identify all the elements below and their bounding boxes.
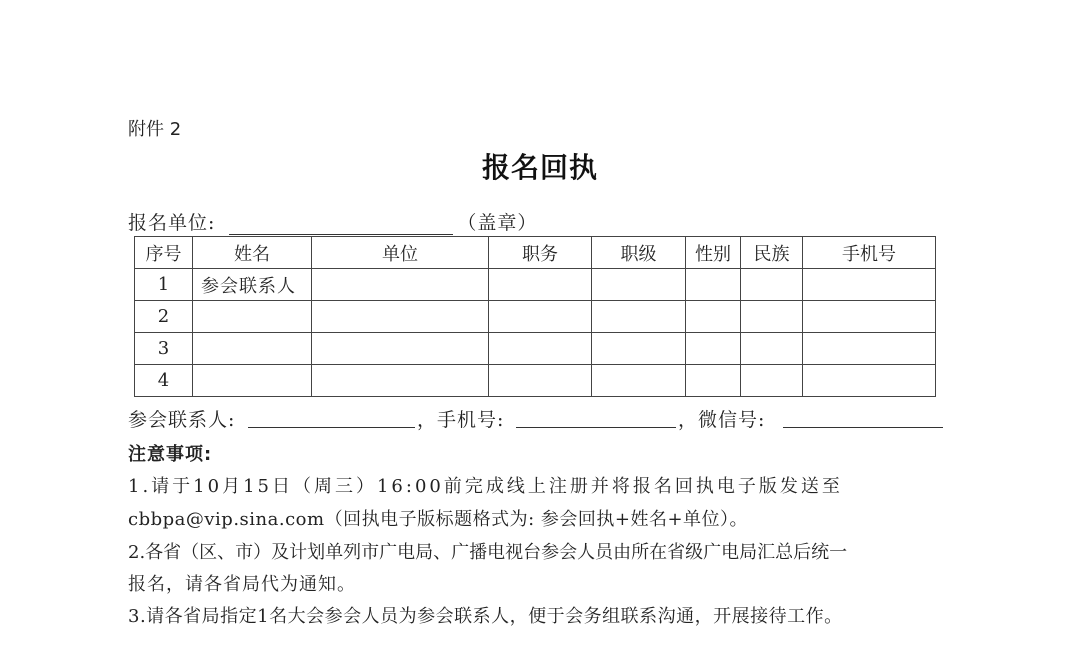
ethnicity-cell[interactable] [741, 301, 803, 333]
unit-cell[interactable] [312, 365, 489, 397]
name-cell[interactable] [193, 333, 312, 365]
table-header-row [135, 237, 936, 269]
header-rank: 职级 [592, 237, 686, 269]
phone-cell[interactable] [803, 365, 936, 397]
row-index: 3 [135, 333, 193, 365]
name-cell[interactable] [193, 365, 312, 397]
rank-cell[interactable] [592, 269, 686, 301]
table-row [135, 333, 936, 365]
row-index: 4 [135, 365, 193, 397]
gender-cell[interactable] [686, 333, 741, 365]
unit-cell[interactable] [312, 333, 489, 365]
header-gender: 性别 [686, 237, 741, 269]
header-name: 姓名 [193, 237, 312, 269]
header-unit: 单位 [312, 237, 489, 269]
contact-line [128, 405, 948, 431]
ethnicity-cell[interactable] [741, 333, 803, 365]
note-1-line-2: cbbpa@vip.sina.com（回执电子版标题格式为: 参会回执+姓名+单位）。 [128, 509, 749, 530]
name-cell[interactable]: 参会联系人 [193, 269, 312, 301]
gender-cell[interactable] [686, 301, 741, 333]
attachment-label: 附件 2 [128, 119, 182, 140]
contact-wechat-field[interactable] [783, 405, 943, 428]
seal-note: （盖章） [457, 212, 538, 234]
name-cell[interactable] [193, 301, 312, 333]
table-row [135, 301, 936, 333]
unit-field[interactable] [229, 212, 453, 235]
rank-cell[interactable] [592, 365, 686, 397]
ethnicity-cell[interactable] [741, 365, 803, 397]
table-row [135, 365, 936, 397]
phone-cell[interactable] [803, 333, 936, 365]
unit-line [128, 209, 537, 235]
row-index: 2 [135, 301, 193, 333]
note-2-line-2: 报名，请各省局代为通知。 [128, 574, 356, 595]
gender-cell[interactable] [686, 269, 741, 301]
contact-phone-field[interactable] [516, 405, 676, 428]
header-ethnicity: 民族 [741, 237, 803, 269]
position-cell[interactable] [489, 333, 592, 365]
position-cell[interactable] [489, 269, 592, 301]
phone-label: ，手机号: [417, 409, 505, 431]
table-row [135, 269, 936, 301]
note-1-line-1: 1.请于10月15日（周三）16:00前完成线上注册并将报名回执电子版发送至 [128, 476, 843, 497]
ethnicity-cell[interactable] [741, 269, 803, 301]
wechat-label: ，微信号: [678, 409, 766, 431]
contact-label: 参会联系人: [128, 409, 236, 431]
position-cell[interactable] [489, 301, 592, 333]
position-cell[interactable] [489, 365, 592, 397]
unit-cell[interactable] [312, 301, 489, 333]
note-2-line-1: 2.各省（区、市）及计划单列市广电局、广播电视台参会人员由所在省级广电局汇总后统一 [128, 542, 848, 563]
phone-cell[interactable] [803, 301, 936, 333]
contact-name-field[interactable] [248, 405, 415, 428]
header-phone: 手机号 [803, 237, 936, 269]
header-index: 序号 [135, 237, 193, 269]
rank-cell[interactable] [592, 301, 686, 333]
unit-cell[interactable] [312, 269, 489, 301]
page-title: 报名回执 [481, 151, 598, 184]
registration-table [134, 236, 936, 397]
notes-heading: 注意事项: [128, 444, 213, 465]
rank-cell[interactable] [592, 333, 686, 365]
note-3-line-1: 3.请各省局指定1名大会参会人员为参会联系人，便于会务组联系沟通，开展接待工作。 [128, 606, 843, 627]
header-position: 职务 [489, 237, 592, 269]
unit-label: 报名单位: [128, 212, 216, 234]
phone-cell[interactable] [803, 269, 936, 301]
row-index: 1 [135, 269, 193, 301]
gender-cell[interactable] [686, 365, 741, 397]
